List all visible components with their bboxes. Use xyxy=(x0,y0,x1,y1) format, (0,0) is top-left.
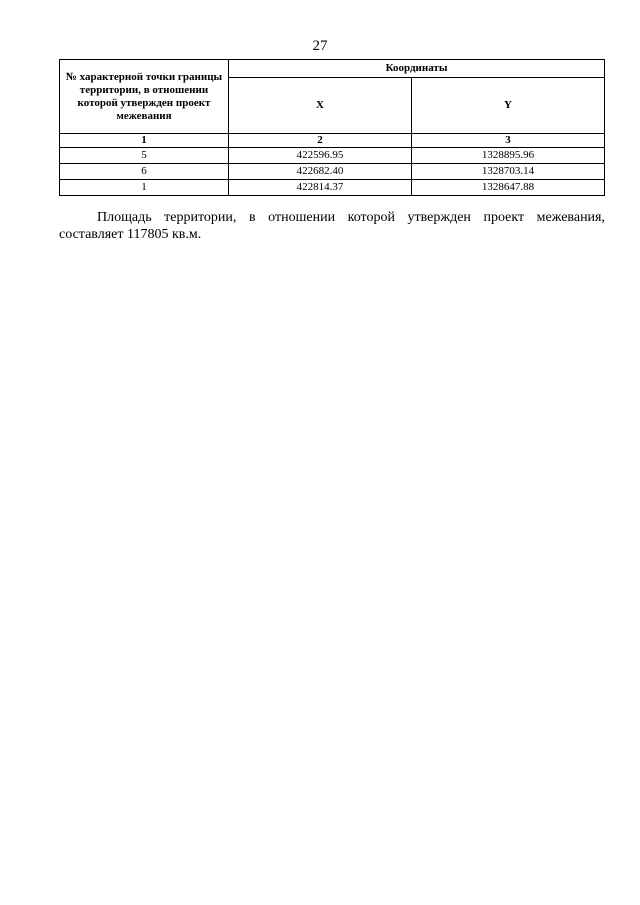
summary-line-2: составляет 117805 кв.м. xyxy=(59,227,202,242)
header-point-cell: № характерной точки границы территории, в отношении которой утвержден проект межевания xyxy=(60,60,229,134)
summary-line-1: Площадь территории, в отношении которой утвержден проект межевания, xyxy=(97,210,605,225)
column-number-1: 1 xyxy=(60,134,229,148)
page-number: 27 xyxy=(312,38,328,54)
table-row xyxy=(60,164,605,180)
table-row xyxy=(60,148,605,164)
y-cell: 1328703.14 xyxy=(412,164,605,180)
y-cell: 1328647.88 xyxy=(412,180,605,196)
point-cell: 5 xyxy=(60,148,229,164)
point-cell: 6 xyxy=(60,164,229,180)
header-coordinates-cell: Координаты xyxy=(229,60,605,78)
coordinates-table xyxy=(59,59,605,196)
column-number-3: 3 xyxy=(412,134,605,148)
x-cell: 422814.37 xyxy=(229,180,412,196)
table-row xyxy=(60,180,605,196)
column-number-2: 2 xyxy=(229,134,412,148)
x-cell: 422682.40 xyxy=(229,164,412,180)
area-summary-paragraph xyxy=(59,209,605,243)
y-cell: 1328895.96 xyxy=(412,148,605,164)
x-cell: 422596.95 xyxy=(229,148,412,164)
header-y-cell: Y xyxy=(412,78,605,134)
header-x-cell: X xyxy=(229,78,412,134)
point-cell: 1 xyxy=(60,180,229,196)
